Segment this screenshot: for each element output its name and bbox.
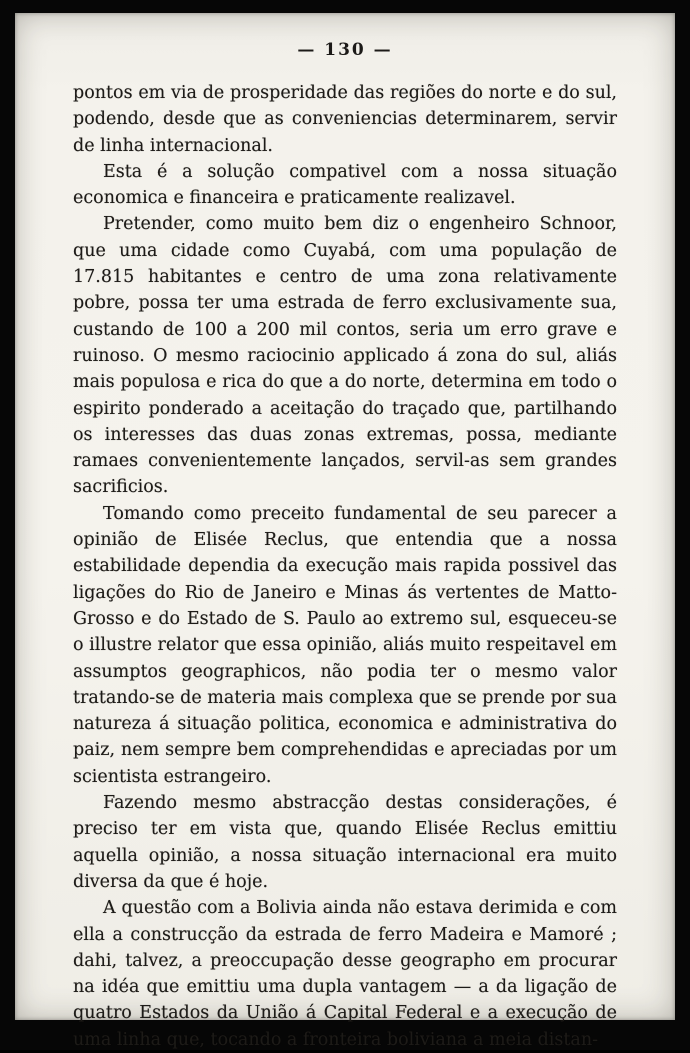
paragraph: Pretender, como muito bem diz o engenheiro Schnoor, que uma cidade como Cuyabá, com uma população de 17.815 habitantes e centro de uma zona relativamente pobre, possa ter uma estrada de ferro exclusivamente sua, custando de 100 a 200 mil contos, seria um erro grave e ruinoso. O mesmo raciocinio applicado á zona do sul, aliás mais populosa e rica do que a do norte, determina em todo o espirito ponderado a aceitação do traçado que, partilhando os interesses das duas zonas extremas, possa, mediante ramaes convenientemente lançados, servil-as sem grandes sacrificios. (73, 214, 617, 498)
page-text-block (73, 80, 617, 1053)
paragraph: Fazendo mesmo abstracção destas considerações, é preciso ter em vista que, quando Elisée Reclus emittiu aquella opinião, a nossa situação internacional era muito diversa da que é hoje. (73, 793, 617, 892)
paragraph: pontos em via de prosperidade das regiões do norte e do sul, podendo, desde que as conveniencias determinarem, servir de linha internacional. (73, 83, 617, 156)
paragraph: A questão com a Bolivia ainda não estava derimida e com ella a construcção da estrada de ferro Madeira e Mamoré ; dahi, talvez, a preoccupação desse geographo em procurar na idéa que emittiu uma dupla vantagem — a da ligação de quatro Estados da União á Capital Federal e a execução de uma linha que, tocando a fronteira boliviana a meia distan- (73, 898, 617, 1050)
paragraph: Tomando como preceito fundamental de seu parecer a opinião de Elisée Reclus, que entendia que a nossa estabilidade dependia da execução mais rapida possivel das ligações do Rio de Janeiro e Minas ás vertentes de Matto-Grosso e do Estado de S. Paulo ao extremo sul, esqueceu-se o illustre relator que essa opinião, aliás muito respeitavel em assumptos geographicos, não podia ter o mesmo valor tratando-se de materia mais complexa que se prende por sua natureza á situação politica, economica e administrativa do paiz, nem sempre bem comprehendidas e apreciadas por um scientista estrangeiro. (73, 503, 617, 787)
page-number: — 130 — (297, 40, 393, 60)
book-page (15, 13, 675, 1050)
paragraph: Esta é a solução compativel com a nossa situação economica e financeira e praticamente realizavel. (73, 161, 617, 209)
